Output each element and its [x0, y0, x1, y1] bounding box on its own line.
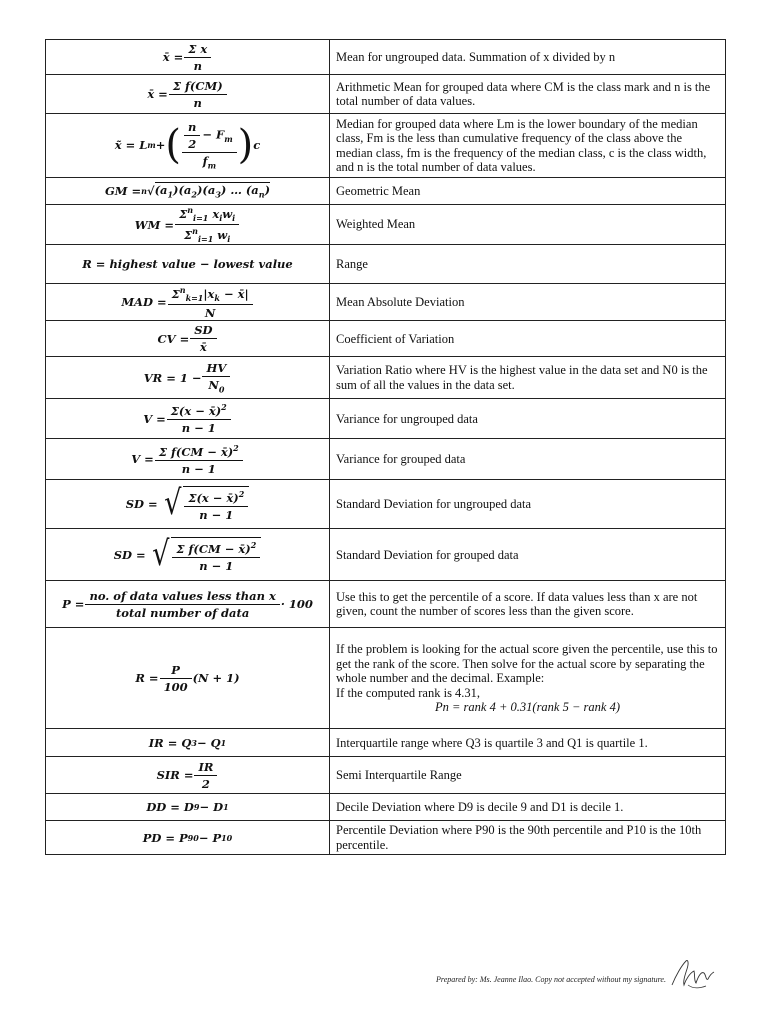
formula-rank: R = $\frac{P}{100}$ (N + 1)	[135, 662, 240, 694]
description-cell: Mean Absolute Deviation	[330, 284, 726, 321]
table-row	[46, 178, 726, 205]
table-row	[46, 581, 726, 628]
formula-cell	[46, 628, 330, 729]
table-row	[46, 757, 726, 794]
table-row	[46, 205, 726, 245]
description-cell: Percentile Deviation where P90 is the 90th percentile and P10 is the 10th percentile.	[330, 821, 726, 855]
description-cell: Interquartile range where Q3 is quartile 3 and Q1 is quartile 1.	[330, 729, 726, 757]
rank-example-line: If the computed rank is 4.31,	[336, 685, 481, 700]
formula-cv: CV = $\frac{SD}{x̄}$	[158, 323, 218, 354]
formula-cell	[46, 357, 330, 399]
table-row	[46, 480, 726, 529]
description-cell: Coefficient of Variation	[330, 321, 726, 357]
formula-cell	[46, 439, 330, 480]
sqrt-icon: √	[151, 533, 170, 574]
formula-cell	[46, 40, 330, 75]
formula-variance-ungrouped: V = $\frac{\Sigma(x - x̄)^2}{n - 1}$	[143, 402, 232, 435]
formula-cell	[46, 114, 330, 178]
formula-decile-deviation: DD = D 9 − D 1	[146, 800, 229, 815]
formula-sd-grouped: SD = √ $\frac{\Sigma f(CM - x̄)^2}{n - 1}$	[114, 537, 262, 573]
footer-note: Prepared by: Ms. Jeanne Ilao. Copy not accepted without my signature.	[436, 975, 666, 984]
formula-semi-interquartile: SIR = $\frac{IR}{2}$	[157, 760, 219, 791]
description-cell	[330, 628, 726, 729]
formula-cell	[46, 321, 330, 357]
description-cell: Weighted Mean	[330, 205, 726, 245]
formula-mean-grouped: x̄ = $\frac{\text{Σ f(CM)}}{n}$	[147, 79, 227, 110]
formula-cell	[46, 821, 330, 855]
formula-sd-ungrouped: SD = √ $\frac{\Sigma(x - x̄)^2}{n - 1}$	[126, 486, 250, 522]
description-cell: Variation Ratio where HV is the highest value in the data set and N0 is the sum of all the values in the data set.	[330, 357, 726, 399]
formula-cell	[46, 529, 330, 581]
sqrt-icon: √	[163, 483, 182, 524]
formula-cell	[46, 284, 330, 321]
table-row	[46, 439, 726, 480]
table-row	[46, 357, 726, 399]
description-cell: Standard Deviation for grouped data	[330, 529, 726, 581]
description-cell: Variance for ungrouped data	[330, 399, 726, 439]
formula-mad: MAD = $\frac{\Sigma^n_{k=1}|x_k - x̄|}{N}$	[121, 285, 253, 320]
description-cell: Geometric Mean	[330, 178, 726, 205]
formula-cell	[46, 178, 330, 205]
table-row	[46, 284, 726, 321]
formula-cell	[46, 581, 330, 628]
formula-variance-grouped: V = $\frac{\Sigma f(CM - x̄)^2}{n - 1}$	[131, 443, 244, 476]
description-cell: Mean for ungrouped data. Summation of x divided by n	[330, 40, 726, 75]
table-row	[46, 794, 726, 821]
formula-cell	[46, 399, 330, 439]
description-cell: Decile Deviation where D9 is decile 9 and D1 is decile 1.	[330, 794, 726, 821]
table-row	[46, 729, 726, 757]
formula-median-grouped: x̃ = L m + ( $\frac{n}{2}$ − $F_m$ $f_m$ ) c	[114, 120, 261, 171]
rank-description: If the problem is looking for the actual score given the percentile, use this to get the rank of the score. Then solve for the actual score by separating the whole number and the decimal. Example:	[336, 642, 718, 685]
table-row	[46, 628, 726, 729]
description-cell: Use this to get the percentile of a score. If data values less than x are not given, count the number of scores less than the given score.	[330, 581, 726, 628]
rank-example-formula: Pn = rank 4 + 0.31(rank 5 − rank 4)	[434, 700, 620, 714]
formula-cell	[46, 794, 330, 821]
table-row	[46, 75, 726, 114]
formula-cell	[46, 75, 330, 114]
formula-percentile: P = $\frac{\text{no. of data values less than x}}{\text{total number of data}}$ · 100	[62, 588, 313, 620]
table-row	[46, 245, 726, 284]
formula-percentile-deviation: PD = P 90 − P 10	[142, 830, 233, 845]
formula-cell	[46, 729, 330, 757]
description-cell: Standard Deviation for ungrouped data	[330, 480, 726, 529]
formula-table	[45, 39, 726, 855]
table-row	[46, 399, 726, 439]
table-row	[46, 821, 726, 855]
formula-cell	[46, 245, 330, 284]
formula-weighted-mean: WM = $\frac{\Sigma^n_{i=1} x_iw_i}{\Sigma^n_{i=1} w_i}$	[135, 205, 240, 244]
formula-range: R = highest value − lowest value	[82, 257, 293, 272]
table-row	[46, 321, 726, 357]
signature-icon	[668, 955, 716, 993]
formula-geometric-mean: GM = n √ $(a_1)(a_2)(a_3)$ … $(a_n)$	[104, 183, 271, 200]
formula-mean-ungrouped: x̄ = $\frac{\text{Σ x}}{n}$	[163, 42, 213, 73]
formula-variation-ratio: VR = 1 − $\frac{HV}{N_0}$	[144, 361, 232, 394]
table-row	[46, 114, 726, 178]
description-cell: Variance for grouped data	[330, 439, 726, 480]
description-cell: Range	[330, 245, 726, 284]
description-cell: Arithmetic Mean for grouped data where CM is the class mark and n is the total number of data values.	[330, 75, 726, 114]
formula-cell	[46, 205, 330, 245]
formula-cell	[46, 757, 330, 794]
formula-cell	[46, 480, 330, 529]
description-cell: Median for grouped data where Lm is the lower boundary of the median class, Fm is the less than cumulative frequency of the class above the median class, fm is the frequency of the median class, c is the class width, and n is the total number of data values.	[330, 114, 726, 178]
description-cell: Semi Interquartile Range	[330, 757, 726, 794]
table-row	[46, 529, 726, 581]
formula-interquartile: IR = Q 3 − Q 1	[148, 735, 227, 750]
table-row	[46, 40, 726, 75]
